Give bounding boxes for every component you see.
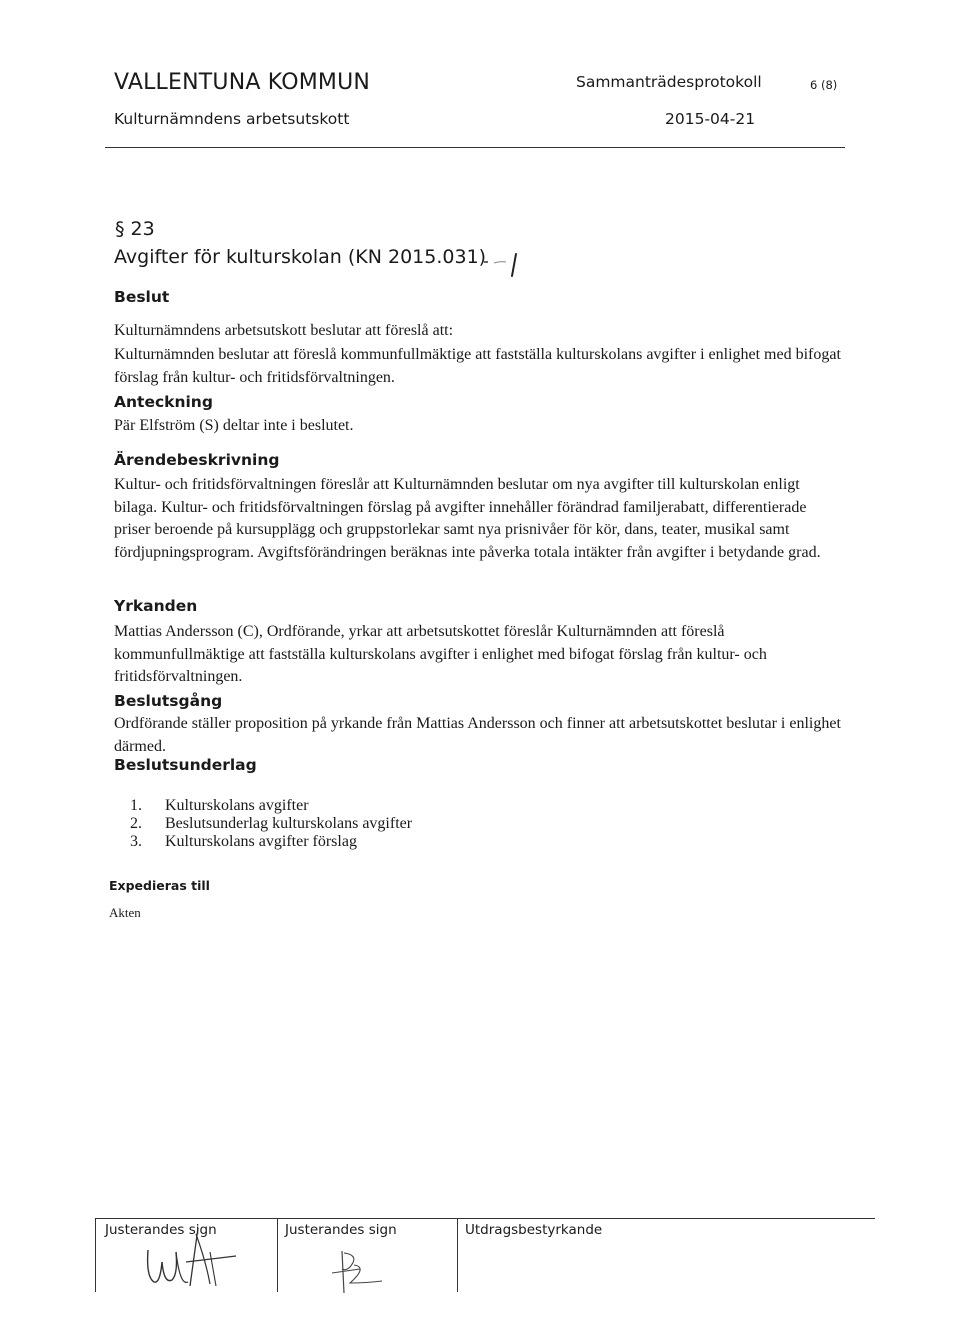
signature-box-divider bbox=[457, 1218, 458, 1292]
list-item-number: 3. bbox=[130, 833, 142, 850]
signature-box-divider bbox=[277, 1218, 278, 1292]
list-item-text: Kulturskolans avgifter förslag bbox=[165, 833, 357, 850]
signature-label-3: Utdragsbestyrkande bbox=[465, 1222, 603, 1238]
list-item-text: Beslutsunderlag kulturskolans avgifter bbox=[165, 815, 413, 832]
beslut-paragraph-2: Kulturnämnden beslutar att föreslå kommunfullmäktige att fastställa kulturskolans avgifter i enlighet med bifogat förslag från kultur- och fritidsförvaltningen. bbox=[114, 346, 841, 386]
header-divider bbox=[105, 147, 845, 148]
list-item-text: Kulturskolans avgifter bbox=[165, 797, 309, 814]
section-title: Avgifter för kulturskolan (KN 2015.031) bbox=[114, 246, 487, 268]
beslut-paragraph-1: Kulturnämndens arbetsutskott beslutar att föreslå att: bbox=[114, 322, 454, 339]
list-item-number: 2. bbox=[130, 815, 142, 832]
expedieras-text: Akten bbox=[109, 905, 141, 920]
heading-beslutsunderlag: Beslutsunderlag bbox=[114, 756, 257, 774]
signature-initials-1 bbox=[140, 1222, 250, 1292]
beslutsgang-text: Ordförande ställer proposition på yrkande från Mattias Andersson och finner att arbetsutskottet beslutar i enlighet därmed. bbox=[114, 715, 841, 755]
list-item bbox=[130, 797, 412, 815]
heading-yrkanden: Yrkanden bbox=[114, 597, 198, 615]
heading-beslut: Beslut bbox=[114, 288, 170, 306]
signature-label-1: Justerandes sign bbox=[105, 1222, 217, 1238]
heading-anteckning: Anteckning bbox=[114, 393, 213, 411]
list-item-number: 1. bbox=[130, 797, 142, 814]
signature-box-top-rule bbox=[95, 1218, 875, 1219]
organization-name: VALLENTUNA KOMMUN bbox=[114, 70, 371, 95]
committee-name: Kulturnämndens arbetsutskott bbox=[114, 110, 350, 128]
section-number: § 23 bbox=[115, 218, 155, 240]
page-number: 6 (8) bbox=[810, 78, 838, 92]
beslutsunderlag-list bbox=[130, 797, 412, 851]
heading-beslutsgang: Beslutsgång bbox=[114, 692, 223, 710]
list-item bbox=[130, 833, 412, 851]
yrkanden-text: Mattias Andersson (C), Ordförande, yrkar att arbetsutskottet föreslår Kulturnämnden att föreslå kommunfullmäktige att fastställa kulturskolans avgifter i enlighet med bifogat förslag från kultur- och fritidsförvaltningen. bbox=[114, 623, 767, 685]
document-date: 2015-04-21 bbox=[665, 110, 756, 128]
list-item bbox=[130, 815, 412, 833]
signature-initials-2 bbox=[320, 1245, 400, 1295]
heading-expedieras: Expedieras till bbox=[109, 878, 210, 893]
signature-label-2: Justerandes sign bbox=[285, 1222, 397, 1238]
pen-mark-icon bbox=[476, 240, 526, 280]
signature-box-divider bbox=[95, 1218, 96, 1292]
anteckning-text: Pär Elfström (S) deltar inte i beslutet. bbox=[114, 417, 354, 434]
heading-arendebeskrivning: Ärendebeskrivning bbox=[114, 451, 280, 469]
document-type: Sammanträdesprotokoll bbox=[576, 73, 762, 91]
arendebeskrivning-text: Kultur- och fritidsförvaltningen föreslår att Kulturnämnden beslutar om nya avgifter till kulturskolan enligt bilaga. Kultur- och fritidsförvaltningen förslag på avgifter innehåller förändrad familjerabatt, differentierade priser beroende på kursupplägg och gruppstorlekar samt nya prisnivåer för kör, dans, teater, musikal samt fördjupningsprogram. Avgiftsförändringen beräknas inte påverka totala intäkter från avgifter i betydande grad. bbox=[114, 476, 821, 561]
